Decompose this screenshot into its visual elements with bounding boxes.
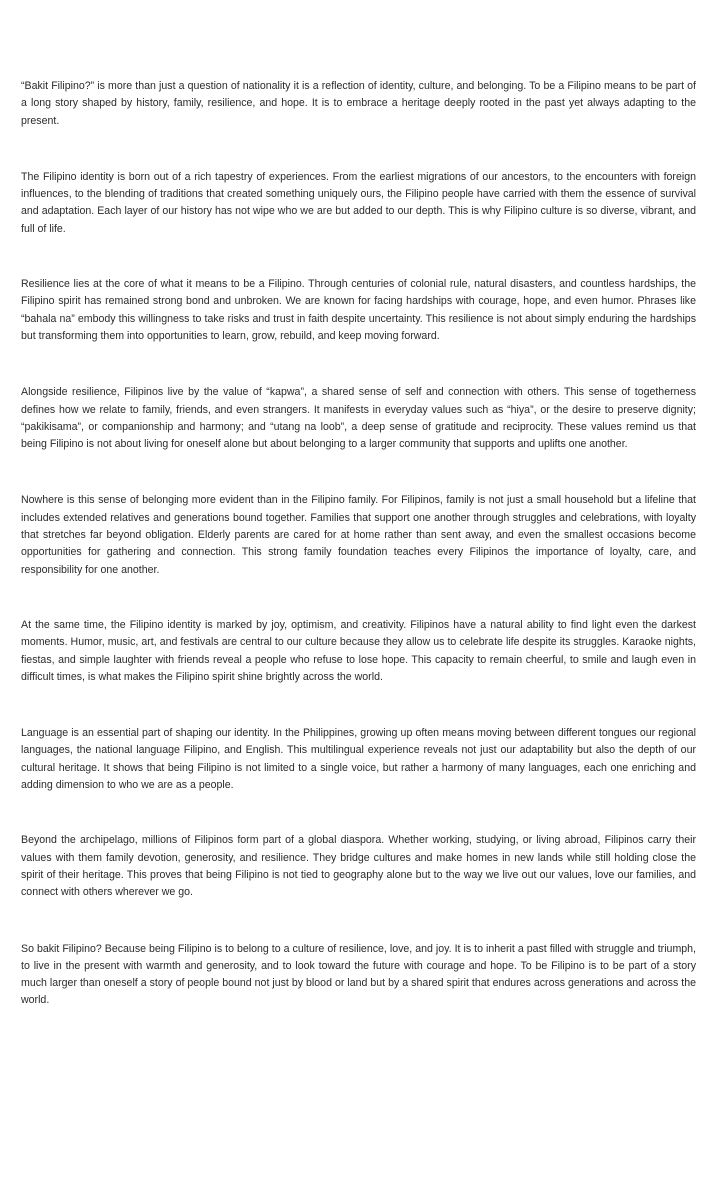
essay-body [21,64,696,1010]
paragraph-identity: The Filipino identity is born out of a rich tapestry of experiences. From the earliest migrations of our ancestors, to the encounters with foreign influences, to the blending of traditions that created something uniquely ours, the Filipino people have carried with them the essence of survival and adaptation. Each layer of our history has not wipe who we are but added to our depth. This is why Filipino culture is so diverse, vibrant, and full of life. [21,170,696,235]
paragraph-resilience: Resilience lies at the core of what it means to be a Filipino. Through centuries of colonial rule, natural disasters, and countless hardships, the Filipino spirit has remained strong bond and unbroken. We are known for facing hardships with courage, hope, and even humor. Phrases like “bahala na” embody this willingness to take risks and trust in faith despite uncertainty. This resilience is not about simply enduring the hardships but transforming them into opportunities to learn, grow, rebuild, and keep moving forward. [21,278,696,342]
paragraph-family: Nowhere is this sense of belonging more evident than in the Filipino family. For Filipinos, family is not just a small household but a lifeline that includes extended relatives and generations bound together. Families that support one another through struggles and celebrations, with loyalty that stretches far beyond obligation. Elderly parents are cared for at home rather than sent away, and even the smallest occasions become opportunities for gathering and connection. This strong family foundation teaches every Filipinos the importance of loyalty, care, and responsibility for one another. [21,494,696,576]
paragraph-kapwa: Alongside resilience, Filipinos live by the value of “kapwa”, a shared sense of self and connection with others. This sense of togetherness defines how we relate to family, friends, and even strangers. It manifests in everyday values such as “hiya”, or the desire to preserve dignity; “pakikisama”, or companionship and harmony; and “utang na loob”, a deep sense of gratitude and reciprocity. These values remind us that being Filipino is not about living for oneself alone but about belonging to a larger community that supports and uplifts one another. [21,386,696,451]
paragraph-conclusion: So bakit Filipino? Because being Filipino is to belong to a culture of resilience, love, and joy. It is to inherit a past filled with struggle and triumph, to live in the present with warmth and generosity, and to look toward the future with courage and hope. To be Filipino is to be part of a story much larger than oneself a story of people bound not just by blood or land but by a shared spirit that endures across generations and across the world. [21,942,696,1007]
paragraph-diaspora: Beyond the archipelago, millions of Filipinos form part of a global diaspora. Whether working, studying, or living abroad, Filipinos carry their values with them family devotion, generosity, and resilience. They bridge cultures and make homes in new lands while still holding close the spirit of their heritage. This proves that being Filipino is not tied to geography alone but to the way we live out our values, love our families, and connect with others wherever we go. [21,834,696,899]
paragraph-intro: “Bakit Filipino?” is more than just a question of nationality it is a reflection of identity, culture, and belonging. To be a Filipino means to be part of a long story shaped by history, family, resilience, and hope. It is to embrace a heritage deeply rooted in the past yet always adapting to the present. [21,80,696,127]
paragraph-language: Language is an essential part of shaping our identity. In the Philippines, growing up often means moving between different tongues our regional languages, the national language Filipino, and English. This multilingual experience reveals not just our adaptability but also the depth of our cultural heritage. It shows that being Filipino is not limited to a single voice, but rather a harmony of many languages, each one enriching and adding dimension to who we are as a people. [21,727,696,792]
paragraph-joy: At the same time, the Filipino identity is marked by joy, optimism, and creativity. Filipinos have a natural ability to find light even the darkest moments. Humor, music, art, and festivals are central to our culture because they allow us to celebrate life despite its struggles. Karaoke nights, fiestas, and simple laughter with friends reveal a people who refuse to lose hope. This capacity to remain cheerful, to smile and laugh even in difficult times, is what makes the Filipino spirit shine brightly across the world. [21,618,696,683]
